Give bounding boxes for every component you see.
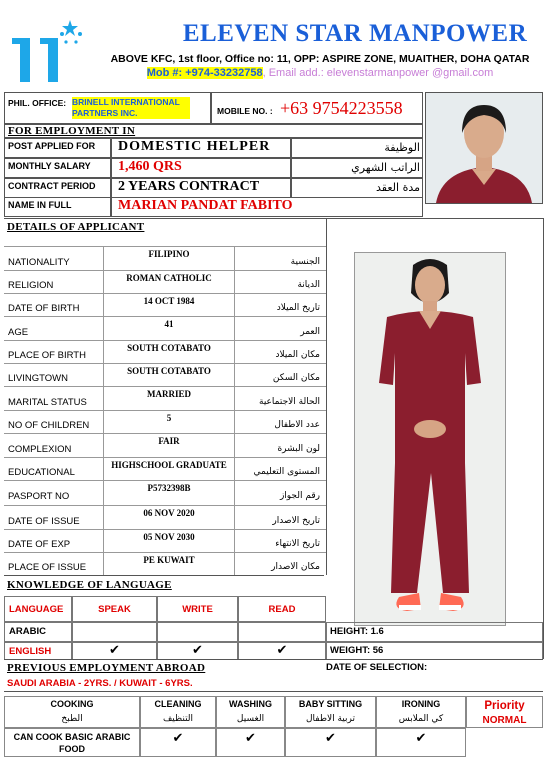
cooking-note: CAN COOK BASIC ARABIC FOOD bbox=[13, 732, 131, 754]
employment-label: NAME IN FULL bbox=[8, 200, 72, 210]
company-contact bbox=[100, 67, 540, 79]
employment-label: CONTRACT PERIOD bbox=[8, 181, 96, 191]
mobile-cell bbox=[211, 92, 423, 124]
details-label: PLACE OF BIRTH bbox=[8, 350, 86, 361]
company-address: ABOVE KFC, 1st floor, Office no: 11, OPP: ASPIRE ZONE, MUAITHER, DOHA QATAR bbox=[110, 53, 530, 65]
details-ar-label: العمر bbox=[300, 326, 320, 337]
priority-label: Priority bbox=[484, 700, 525, 712]
check-icon: ✔ bbox=[325, 731, 336, 746]
employment-ar-label: مدة العقد bbox=[376, 181, 420, 194]
employment-value: 2 YEARS CONTRACT bbox=[118, 179, 260, 194]
details-ar-label: تاريخ الانتهاء bbox=[275, 539, 320, 549]
details-value: 05 NOV 2030 bbox=[143, 532, 195, 542]
details-ar-label: تاريخ الاصدار bbox=[272, 515, 320, 526]
details-ar-label: الديانة bbox=[297, 280, 320, 290]
details-value: ROMAN CATHOLIC bbox=[126, 273, 212, 283]
company-email: , Email add.: elevenstarmanpower @gmail.com bbox=[262, 67, 494, 79]
language-cell bbox=[157, 622, 238, 642]
details-label: DATE OF BIRTH bbox=[8, 303, 80, 314]
details-value: SOUTH COTABATO bbox=[127, 343, 211, 353]
height-value: HEIGHT: 1.6 bbox=[330, 626, 384, 637]
details-value: FAIR bbox=[158, 436, 180, 446]
skills-header: IRONING bbox=[401, 699, 441, 709]
language-header: SPEAK bbox=[98, 604, 131, 615]
mobile-label: MOBILE NO. : bbox=[217, 106, 273, 116]
office-label: PHIL. OFFICE: bbox=[8, 98, 67, 108]
details-value: 06 NOV 2020 bbox=[143, 508, 195, 518]
language-section-title: KNOWLEDGE OF LANGUAGE bbox=[7, 579, 172, 591]
language-cell bbox=[238, 622, 326, 642]
company-logo bbox=[10, 18, 88, 84]
details-section-header bbox=[4, 218, 543, 236]
skills-divider bbox=[4, 691, 543, 692]
employment-ar-label: الراتب الشهري bbox=[351, 161, 420, 174]
language-name: ARABIC bbox=[9, 626, 46, 637]
details-label: NATIONALITY bbox=[8, 256, 70, 268]
full-body-photo bbox=[354, 252, 506, 626]
details-label: AGE bbox=[8, 326, 29, 338]
details-ar-label: تاريخ الميلاد bbox=[276, 303, 320, 313]
details-value: PE KUWAIT bbox=[143, 555, 195, 565]
details-ar-label: مكان السكن bbox=[272, 373, 320, 383]
check-icon: ✔ bbox=[192, 643, 203, 658]
company-title: ELEVEN STAR MANPOWER bbox=[182, 20, 528, 47]
check-icon: ✔ bbox=[276, 643, 288, 658]
details-value: HIGHSCHOOL GRADUATE bbox=[111, 460, 227, 470]
skills-header-ar: التنظيف bbox=[162, 714, 194, 724]
language-section-header bbox=[4, 575, 324, 595]
details-value: 5 bbox=[166, 413, 172, 423]
skills-header-ar: كي الملابس bbox=[398, 714, 444, 724]
skills-header: COOKING bbox=[50, 699, 94, 709]
skills-header-ar: تربية الاطفال bbox=[305, 714, 355, 724]
details-label: EDUCATIONAL bbox=[8, 467, 75, 478]
details-ar-label: لون البشرة bbox=[277, 443, 320, 454]
previous-employment-value: SAUDI ARABIA - 2YRS. / KUWAIT - 6YRS. bbox=[7, 678, 193, 689]
language-cell bbox=[72, 622, 157, 642]
details-label: NO OF CHILDREN bbox=[8, 420, 90, 431]
details-value: P5732398B bbox=[147, 483, 191, 493]
previous-section-header bbox=[4, 659, 543, 677]
employment-label: MONTHLY SALARY bbox=[8, 161, 91, 171]
priority-value: NORMAL bbox=[482, 715, 527, 726]
details-section-title: DETAILS OF APPLICANT bbox=[7, 221, 145, 233]
employment-label: POST APPLIED FOR bbox=[8, 141, 96, 151]
date-of-selection: DATE OF SELECTION: bbox=[326, 662, 428, 673]
details-label: PLACE OF ISSUE bbox=[8, 562, 87, 573]
check-icon: ✔ bbox=[415, 731, 427, 746]
weight-value: WEIGHT: 56 bbox=[330, 645, 384, 656]
details-ar-label: مكان الميلاد bbox=[275, 350, 320, 360]
details-ar-label: الحالة الاجتماعية bbox=[259, 396, 320, 407]
details-label: RELIGION bbox=[8, 280, 54, 291]
skills-header-ar: الغسيل bbox=[236, 714, 265, 724]
employment-section-header bbox=[4, 124, 423, 138]
employment-ar-label: الوظيفة bbox=[384, 141, 420, 154]
details-divider bbox=[326, 218, 327, 575]
employment-section-title: FOR EMPLOYMENT IN bbox=[8, 125, 136, 137]
language-name: ENGLISH bbox=[9, 646, 52, 657]
skills-header: BABY SITTING bbox=[298, 699, 363, 709]
office-value: BRINELL INTERNATIONAL PARTNERS INC. bbox=[72, 97, 190, 119]
employment-value: DOMESTIC HELPER bbox=[118, 139, 271, 154]
skills-header: WASHING bbox=[228, 699, 272, 709]
mobile-value: +63 9754223558 bbox=[280, 98, 403, 118]
details-label: LIVINGTOWN bbox=[8, 373, 68, 384]
details-divider bbox=[234, 246, 235, 575]
details-divider bbox=[543, 218, 544, 659]
portrait-photo bbox=[425, 92, 543, 204]
employment-value: MARIAN PANDAT FABITO bbox=[118, 198, 293, 213]
skills-header: CLEANING bbox=[154, 699, 202, 709]
details-ar-label: عدد الاطفال bbox=[274, 420, 320, 430]
check-icon: ✔ bbox=[172, 731, 184, 746]
details-label: DATE OF ISSUE bbox=[8, 515, 80, 527]
check-icon: ✔ bbox=[109, 643, 120, 658]
details-label: MARITAL STATUS bbox=[8, 396, 87, 408]
details-divider bbox=[103, 246, 104, 575]
language-header: WRITE bbox=[182, 604, 213, 615]
check-icon: ✔ bbox=[245, 731, 256, 746]
details-label: PASPORT NO bbox=[8, 491, 70, 502]
details-label: DATE OF EXP bbox=[8, 539, 71, 550]
details-value: MARRIED bbox=[147, 389, 191, 399]
language-header: READ bbox=[268, 604, 296, 615]
details-label: COMPLEXION bbox=[8, 443, 72, 455]
details-value: 14 OCT 1984 bbox=[143, 296, 195, 306]
details-ar-label: المستوى التعليمي bbox=[253, 467, 320, 477]
office-cell bbox=[4, 92, 211, 124]
previous-section-title: PREVIOUS EMPLOYMENT ABROAD bbox=[7, 662, 206, 674]
details-ar-label: رقم الجواز bbox=[279, 491, 320, 501]
skills-header-ar: الطبخ bbox=[61, 714, 83, 724]
language-header: LANGUAGE bbox=[9, 604, 64, 615]
details-value: SOUTH COTABATO bbox=[127, 366, 211, 376]
details-value: FILIPINO bbox=[148, 249, 190, 259]
details-value: 41 bbox=[164, 319, 174, 329]
details-ar-label: مكان الاصدار bbox=[271, 562, 320, 572]
employment-value: 1,460 QRS bbox=[118, 159, 182, 174]
company-mobile: Mob #: +974-33232758 bbox=[146, 67, 263, 79]
details-ar-label: الجنسية bbox=[290, 256, 320, 267]
